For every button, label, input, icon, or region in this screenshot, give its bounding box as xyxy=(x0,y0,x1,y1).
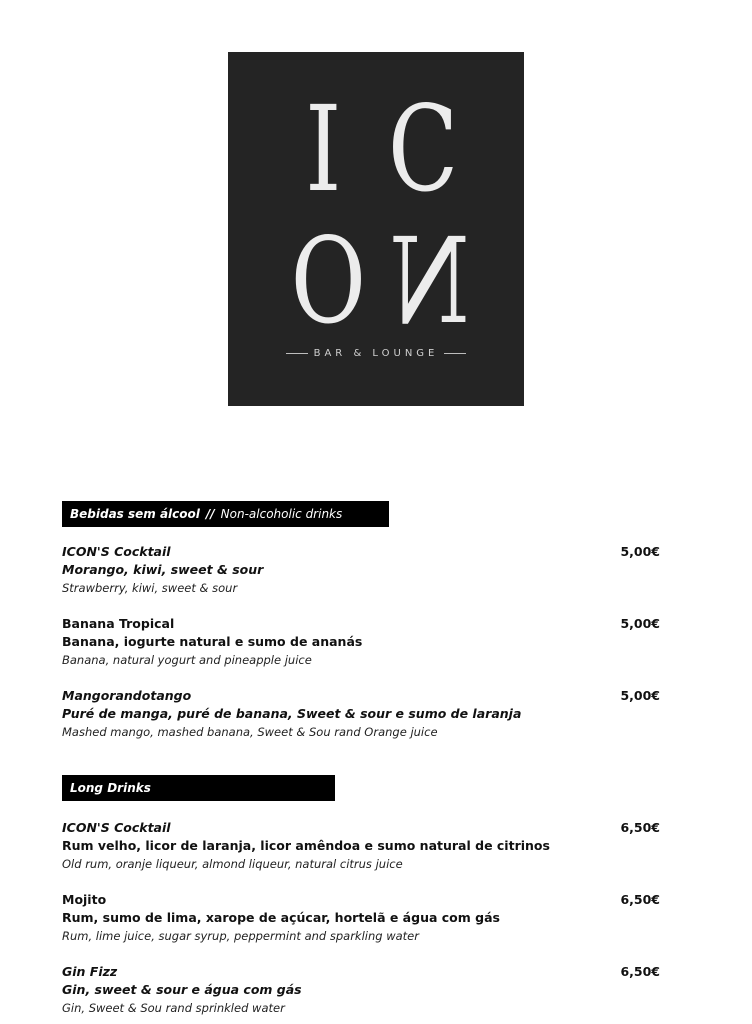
item-price: 6,50€ xyxy=(620,964,660,979)
item-description-en: Rum, lime juice, sugar syrup, peppermint and sparkling water xyxy=(62,929,419,943)
item-description-en: Banana, natural yogurt and pineapple juice xyxy=(62,653,312,667)
item-price: 5,00€ xyxy=(620,544,660,559)
section-header-long-drinks xyxy=(62,775,335,801)
section-separator: // xyxy=(205,507,215,521)
item-description-pt: Rum velho, licor de laranja, licor amêndoa e sumo natural de citrinos xyxy=(62,838,550,853)
item-description-en: Mashed mango, mashed banana, Sweet & Sou rand Orange juice xyxy=(62,725,438,739)
item-description-en: Strawberry, kiwi, sweet & sour xyxy=(62,581,238,595)
item-description-pt: Morango, kiwi, sweet & sour xyxy=(62,562,264,577)
section-title-pt: Long Drinks xyxy=(70,781,151,795)
item-description-pt: Puré de manga, puré de banana, Sweet & sour e sumo de laranja xyxy=(62,706,522,721)
section-header-non-alcoholic xyxy=(62,501,389,527)
item-price: 6,50€ xyxy=(620,892,660,907)
menu-item xyxy=(62,615,662,669)
menu-item xyxy=(62,963,662,1017)
menu-item xyxy=(62,687,662,741)
item-name: Gin Fizz xyxy=(62,964,118,979)
item-name: Mangorandotango xyxy=(62,688,192,703)
logo-tagline: BAR & LOUNGE xyxy=(313,348,439,359)
logo-tagline-row xyxy=(228,348,524,359)
logo-letter-i: I xyxy=(305,80,342,218)
item-description-en: Old rum, oranje liqueur, almond liqueur, natural citrus juice xyxy=(62,857,403,871)
item-name: Mojito xyxy=(62,892,107,907)
tagline-rule-right xyxy=(444,353,466,354)
logo-letter-n: N xyxy=(389,212,470,350)
section-title-pt: Bebidas sem álcool xyxy=(70,507,200,521)
item-price: 5,00€ xyxy=(620,688,660,703)
item-name: Banana Tropical xyxy=(62,616,175,631)
item-name: ICON'S Cocktail xyxy=(62,820,171,835)
menu-item xyxy=(62,543,662,597)
item-price: 5,00€ xyxy=(620,616,660,631)
menu-item xyxy=(62,891,662,945)
tagline-rule-left xyxy=(286,353,308,354)
logo-letter-c: C xyxy=(387,80,459,218)
item-description-en: Gin, Sweet & Sou rand sprinkled water xyxy=(62,1001,285,1015)
item-description-pt: Banana, iogurte natural e sumo de ananás xyxy=(62,634,363,649)
item-description-pt: Rum, sumo de lima, xarope de açúcar, hortelã e água com gás xyxy=(62,910,500,925)
logo-letter-o: O xyxy=(290,212,367,350)
menu-item xyxy=(62,819,662,873)
item-description-pt: Gin, sweet & sour e água com gás xyxy=(62,982,302,997)
icon-logo xyxy=(228,52,524,406)
section-title-en: Non-alcoholic drinks xyxy=(220,507,343,521)
item-price: 6,50€ xyxy=(620,820,660,835)
item-name: ICON'S Cocktail xyxy=(62,544,171,559)
